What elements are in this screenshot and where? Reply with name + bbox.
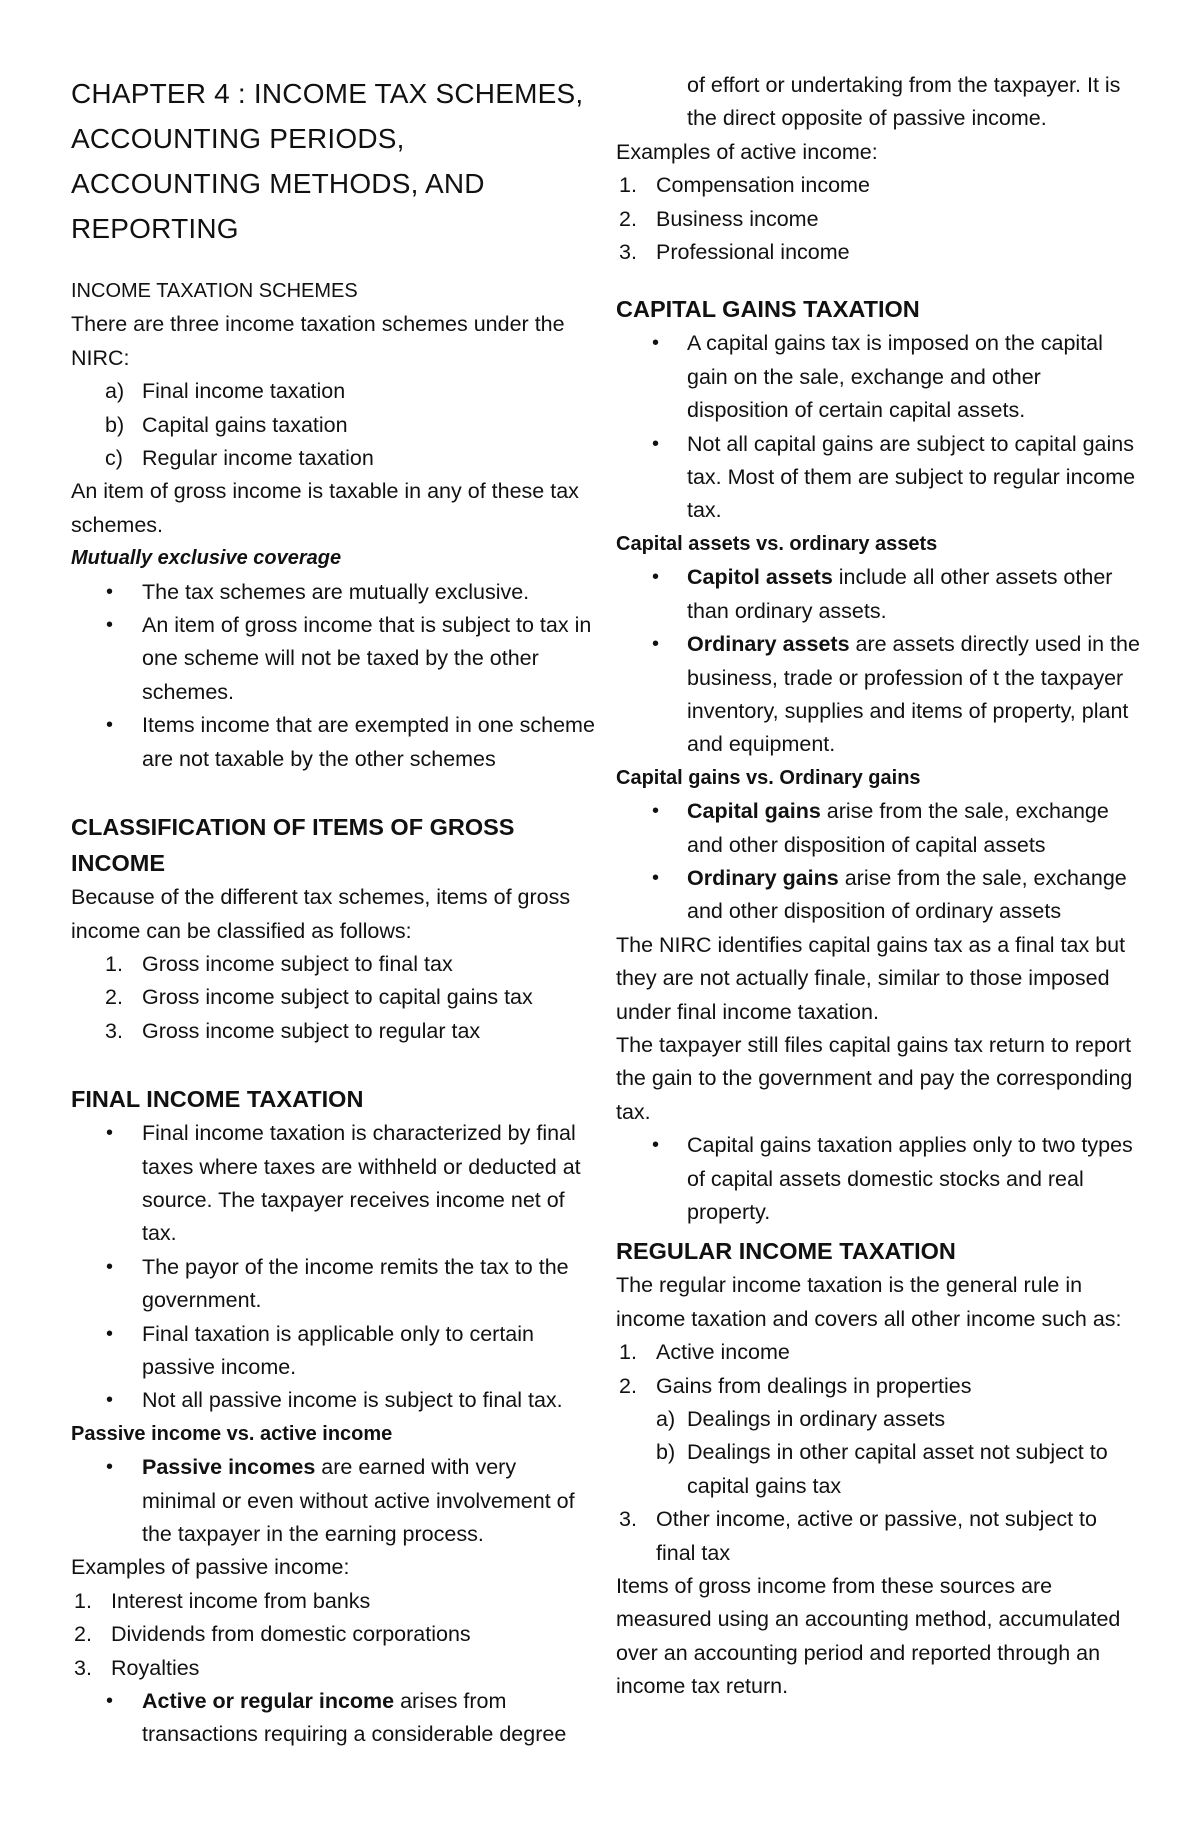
list-item: • Passive incomes are earned with very minimal or even without active involvement of the taxpayer in the earning process.	[71, 1451, 596, 1551]
regular-sub-list	[616, 1403, 1141, 1503]
assets-bullets	[616, 561, 1141, 761]
list-item: 2. Gains from dealings in properties	[619, 1373, 972, 1398]
schemes-note: An item of gross income is taxable in any of these tax schemes.	[71, 479, 579, 537]
chapter-title: CHAPTER 4 : INCOME TAX SCHEMES, ACCOUNTING PERIODS, ACCOUNTING METHODS, AND REPORTING	[71, 78, 584, 244]
list-item: 2. Gross income subject to capital gains tax	[105, 985, 533, 1010]
list-item: • The payor of the income remits the tax to the government.	[71, 1251, 596, 1318]
list-item: 1. Interest income from banks	[74, 1588, 371, 1613]
capital-para-2: The taxpayer still files capital gains tax return to report the gain to the government and pay the corresponding tax.	[616, 1032, 1133, 1124]
final-heading: FINAL INCOME TAXATION	[71, 1086, 364, 1113]
list-item: • Not all passive income is subject to final tax.	[71, 1384, 596, 1417]
schemes-heading: INCOME TAXATION SCHEMES	[71, 280, 358, 302]
schemes-intro: There are three income taxation schemes under the NIRC:	[71, 312, 565, 370]
schemes-bullets	[71, 576, 596, 776]
list-item: • Items income that are exempted in one scheme are not taxable by the other schemes	[71, 709, 596, 776]
list-item: • Capitol assets include all other assets other than ordinary assets.	[616, 561, 1141, 628]
list-item: 3. Professional income	[619, 240, 850, 265]
list-item: • Not all capital gains are subject to capital gains tax. Most of them are subject to regular income tax.	[616, 428, 1141, 528]
list-item: b) Dealings in other capital asset not subject to capital gains tax	[656, 1440, 1108, 1498]
list-item: 1. Compensation income	[619, 173, 870, 198]
gains-heading: Capital gains vs. Ordinary gains	[616, 766, 921, 789]
list-item: b) Capital gains taxation	[105, 412, 348, 437]
classification-heading: CLASSIFICATION OF ITEMS OF GROSS INCOME	[71, 814, 515, 877]
list-item: • Capital gains arise from the sale, exchange and other disposition of capital assets	[616, 795, 1141, 862]
list-item: • An item of gross income that is subject to tax in one scheme will not be taxed by the other schemes.	[71, 609, 596, 709]
mutually-exclusive-heading: Mutually exclusive coverage	[71, 547, 342, 570]
regular-list-cont	[616, 1503, 1141, 1570]
list-item: a) Final income taxation	[105, 379, 346, 404]
schemes-list	[71, 375, 596, 475]
regular-list	[616, 1336, 1141, 1403]
list-item: a) Dealings in ordinary assets	[656, 1407, 946, 1432]
list-item: 1. Active income	[619, 1340, 790, 1365]
active-examples-label: Examples of active income:	[616, 139, 878, 164]
passive-examples-label: Examples of passive income:	[71, 1555, 350, 1580]
capital-para-1: The NIRC identifies capital gains tax as a final tax but they are not actually finale, similar to those imposed under final income taxation.	[616, 932, 1126, 1024]
regular-heading: REGULAR INCOME TAXATION	[616, 1238, 956, 1265]
list-item: • Final taxation is applicable only to certain passive income.	[71, 1318, 596, 1385]
classification-intro: Because of the different tax schemes, items of gross income can be classified as follows:	[71, 885, 571, 943]
active-bullet	[71, 1685, 596, 1752]
active-bullet-continued	[616, 69, 1141, 136]
capital-bullets	[616, 327, 1141, 527]
list-item: • Ordinary assets are assets directly used in the business, trade or profession of t the taxpayer inventory, supplies and items of property, plant and equipment.	[616, 628, 1141, 762]
list-item: 2. Business income	[619, 206, 819, 231]
capital-heading: CAPITAL GAINS TAXATION	[616, 296, 920, 323]
gains-bullets	[616, 795, 1141, 929]
list-item: • Final income taxation is characterized by final taxes where taxes are withheld or deducted at source. The taxpayer receives income net of tax.	[71, 1117, 596, 1251]
list-item: • Ordinary gains arise from the sale, exchange and other disposition of ordinary assets	[616, 862, 1141, 929]
final-bullets	[71, 1117, 596, 1418]
regular-intro: The regular income taxation is the general rule in income taxation and covers all other income such as:	[616, 1273, 1122, 1331]
list-item: 3. Royalties	[74, 1655, 200, 1680]
passive-examples-list	[71, 1585, 596, 1685]
list-item: of effort or undertaking from the taxpayer. It is the direct opposite of passive income.	[687, 73, 1121, 131]
passive-active-heading: Passive income vs. active income	[71, 1422, 393, 1445]
list-item: 1. Gross income subject to final tax	[105, 951, 453, 976]
list-item: 2. Dividends from domestic corporations	[74, 1622, 471, 1647]
left-column	[71, 0, 596, 1752]
list-item: c) Regular income taxation	[105, 446, 374, 471]
list-item: • The tax schemes are mutually exclusive.	[71, 576, 596, 609]
classification-list	[71, 948, 596, 1048]
list-item: • A capital gains tax is imposed on the capital gain on the sale, exchange and other disposition of certain capital assets.	[616, 327, 1141, 427]
list-item: 3. Gross income subject to regular tax	[105, 1018, 481, 1043]
passive-bullet	[71, 1451, 596, 1551]
assets-heading: Capital assets vs. ordinary assets	[616, 532, 938, 555]
regular-closing: Items of gross income from these sources are measured using an accounting method, accumulated over an accounting period and reported through an income tax return.	[616, 1574, 1121, 1699]
list-item: 3. Other income, active or passive, not subject to final tax	[619, 1507, 1097, 1565]
active-examples-list	[616, 169, 1141, 269]
right-column	[616, 69, 1141, 1704]
list-item: • Active or regular income arises from transactions requiring a considerable degree	[71, 1685, 596, 1752]
list-item: • Capital gains taxation applies only to two types of capital assets domestic stocks and real property.	[616, 1129, 1141, 1229]
capital-last-bullet	[616, 1129, 1141, 1229]
